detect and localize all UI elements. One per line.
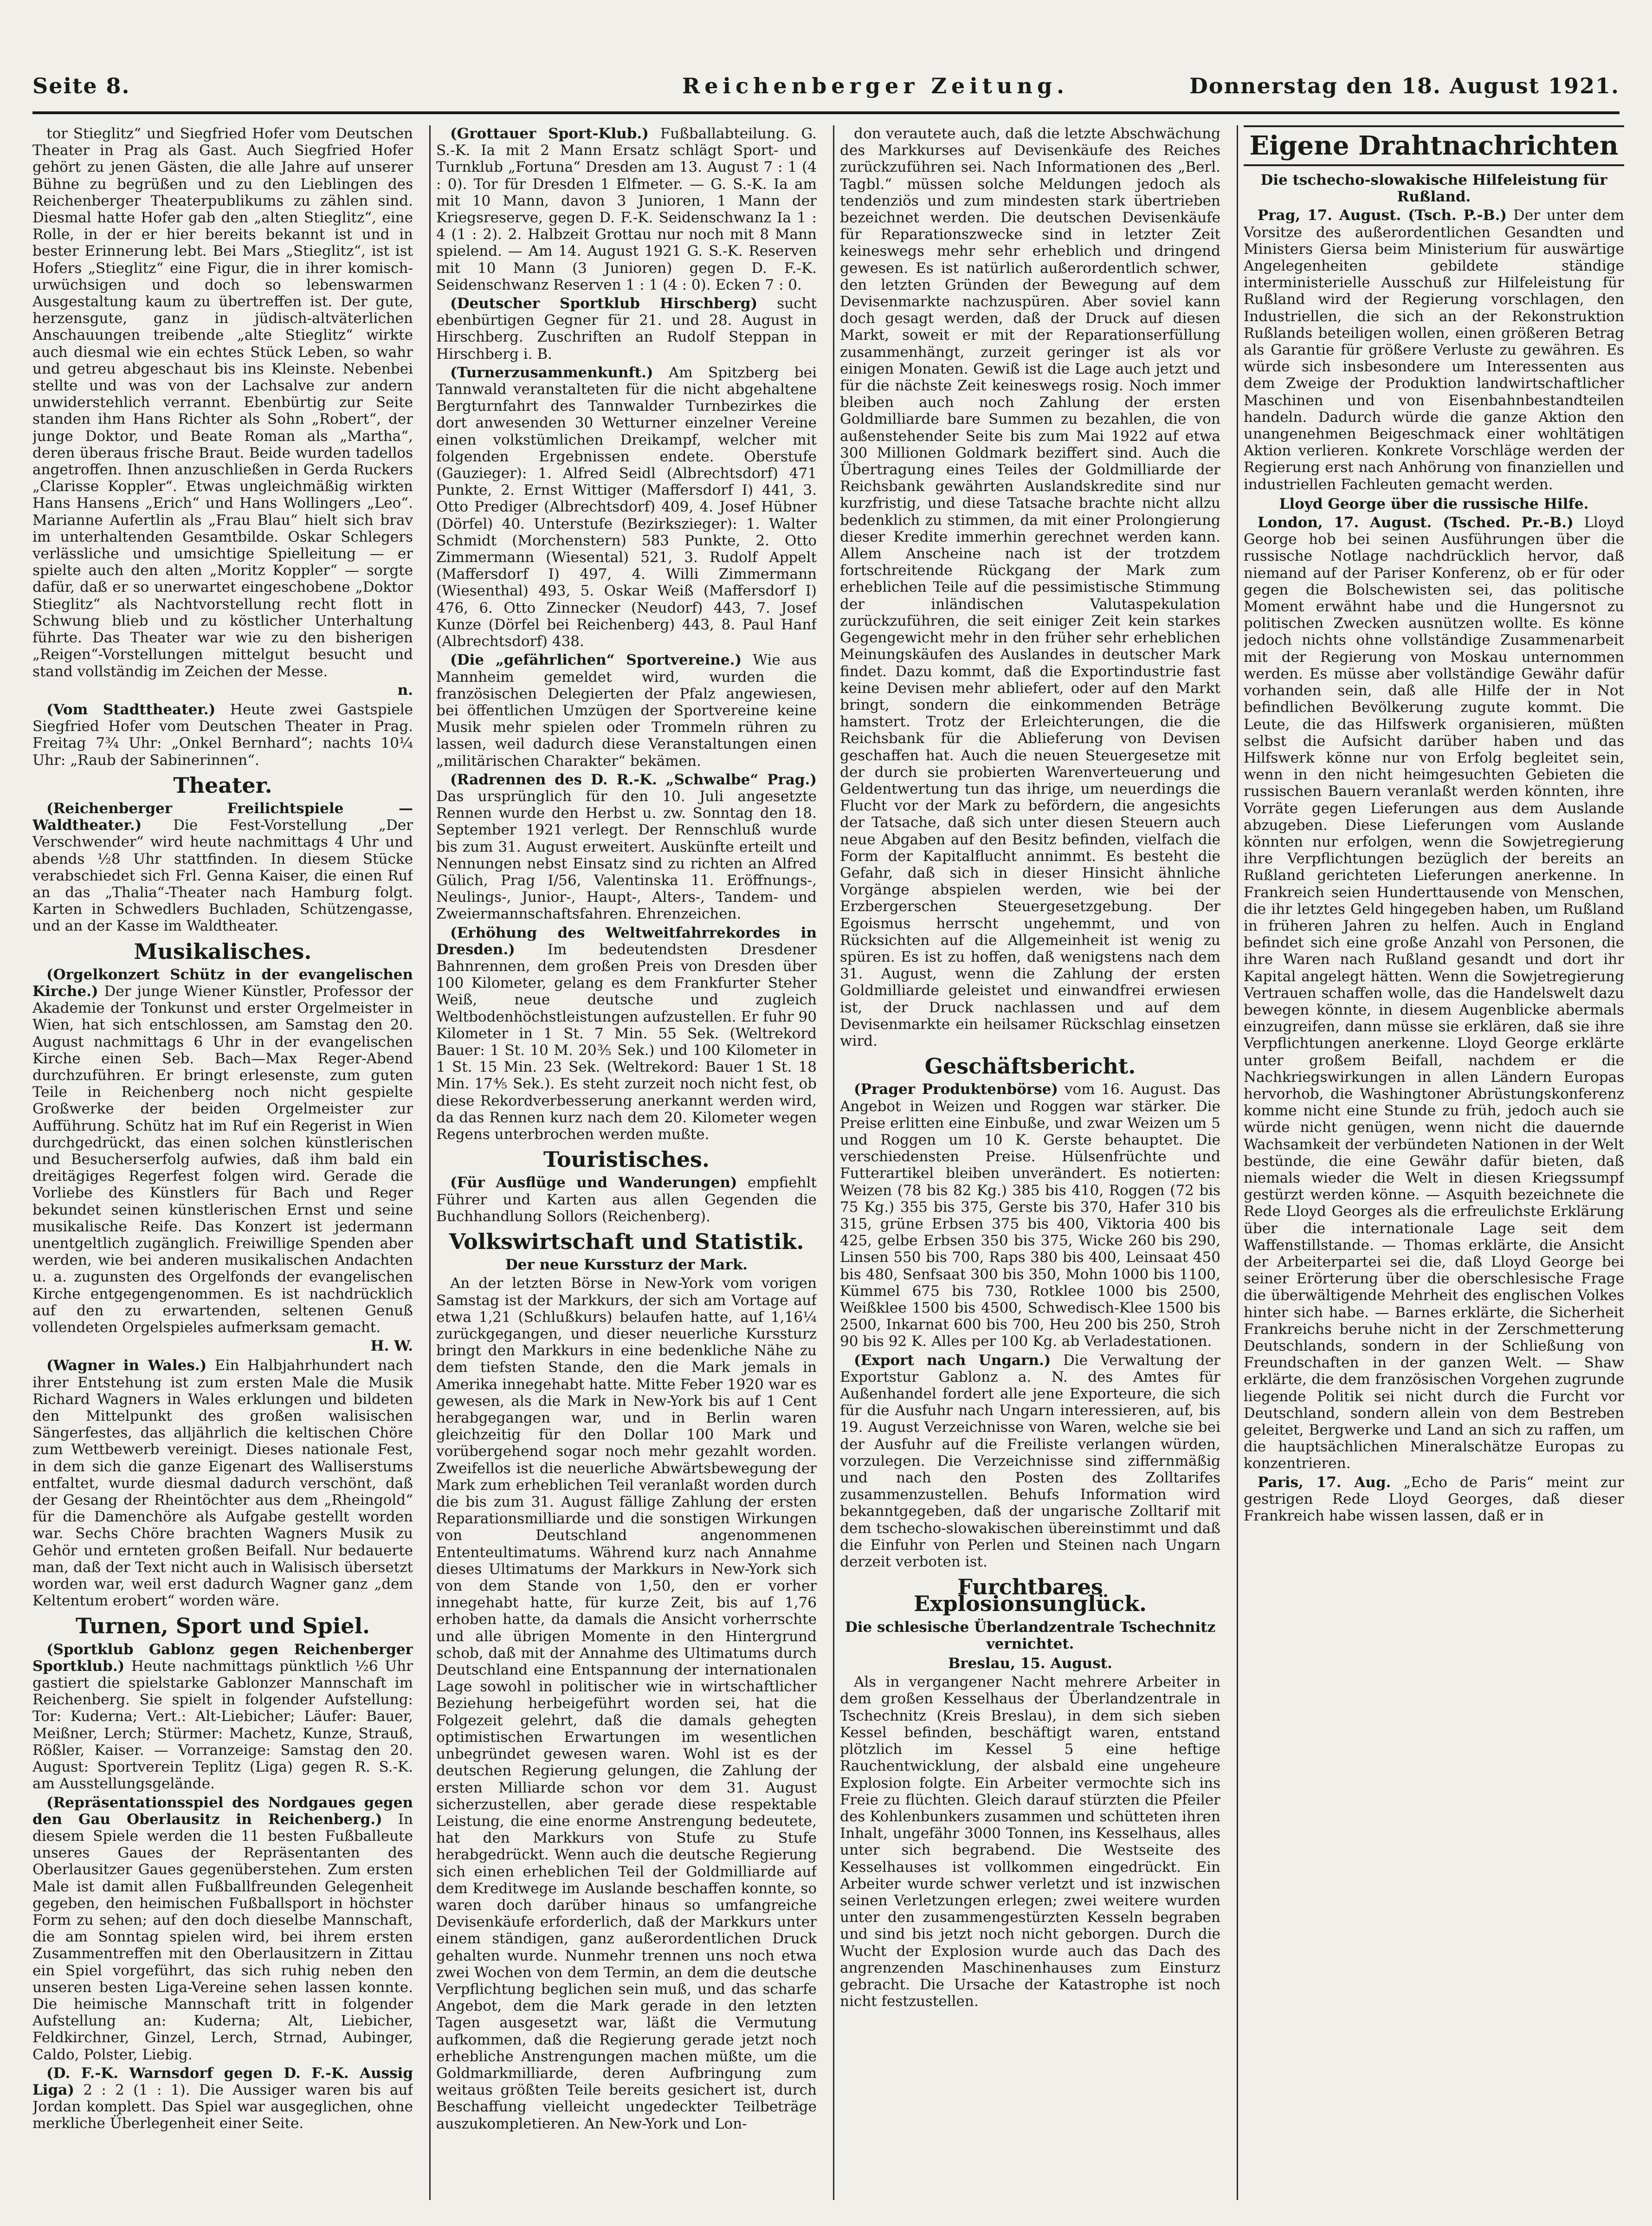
- article-text: Heute zwei Gastspiele Siegfried Hofer vom Deutschen Theater in Prag. Freitag 7¾ Uhr: „Onkel Bernhard“; nachts 10¼ Uhr: „Raub der Sabinerinnen“.: [32, 701, 413, 769]
- article-text: Lloyd George hob bei seinen Ausführungen über die russische Notlage nachdrücklich hervor, daß niemand auf der Pariser Konferenz, ob er für oder gegen die Bolschewisten sei, das politische Moment erwähnt habe und die Hungersnot zu politischen Zwecken ausnützen wollte. Es könne jedoch nichts ohne vollständige Zusammenarbeit mit der Regierung von Moskau unternommen werden. Es müsse aber vollständige Gewähr dafür vorhanden sein, daß alle Hilfe der in Not befindlichen Bevölkerung zugute kommt. Die Leute, die das Hilfswerk organisieren, müßten selbst die Aufsicht darüber haben und das Hilfswerk könne nur von Erfolg begleitet sein, wenn in den nicht heimgesuchten Gebieten die russischen Bauern veranlaßt werden könnten, ihre Vorräte gegen Lieferungen aus dem Auslande abzugeben. Diese Lieferungen vom Auslande könnten nur erfolgen, wenn die Sowjetregierung ihre Verpflichtungen bezüglich der bereits an Rußland gerichteten Lieferungen anerkenne. In Frankreich seien Hunderttausende von Menschen, die ihr letztes Geld hingegeben haben, um Rußland in früheren Jahren zu helfen. Auch in England befindet sich eine große Anzahl von Personen, die ihre Waren nach Rußland gesandt und dort ihr Kapital angelegt hätten. Wenn die Sowjetregierung Vertrauen schaffen wolle, das die Handelswelt dazu bewegen könnte, in diesem Augenblicke abermals einzugreifen, dann müsse sie erklären, daß sie ihre Verpflichtungen anerkenne. Lloyd George erklärte unter großem Beifall, nachdem er die Nachkriegswirkungen in allen Ländern Europas hervorhob, die Washingtoner Abrüstungskonferenz komme nicht eine Stunde zu früh, jedoch auch sie würde nicht genügen, wenn nicht die dauernde Wachsamkeit der verbündeten Nationen in der Welt bestünde, die eine Gewähr dafür bieten, daß niemals wieder die Welt in diesen Kriegssumpf gestürzt werden könne. — Asquith bezeichnete die Rede Lloyd Georges als die erfreulichste Erklärung über die internationale Lage seit dem Waffenstillstande. — Thomas erklärte, die Ansicht der Arbeiterpartei sei die, daß Lloyd George bei seiner Erörterung über die oberschlesische Frage die überwältigende Mehrheit des englischen Volkes hinter sich habe. — Barnes erklärte, die Sicherheit Frankreichs beruhe nicht in der Zerschmetterung Deutschlands, sondern in der Schließung von Freundschaften in der ganzen Welt. — Shaw erklärte, die dem französischen Vorgehen zugrunde liegende Politik sei nicht durch die Furcht vor Deutschland, sondern allein von dem Bestreben geleitet, Bergwerke und Land an sich zu raffen, um die hauptsächlichen Mineralschätze Europas zu konzentrieren.: [1244, 514, 1624, 1472]
- section-heading: Geschäftsbericht.: [924, 1054, 1136, 1079]
- column-divider: [1237, 125, 1238, 2200]
- section-heading: Theater.: [173, 772, 272, 798]
- section-heading: Touristisches.: [543, 1147, 710, 1172]
- article-subheading: Die tschecho-slowakische Hilfeleistung für Rußland.: [1260, 172, 1607, 206]
- article-paragraph: [840, 1081, 1220, 1350]
- article-text: In diesem Spiele werden die 11 besten Fußballeute unseres Gaues der Repräsentanten des Oberlausitzer Gaues gegenüberstehen. Zum ersten Male ist damit allen Fußballfreunden Gelegenheit gegeben, den heimischen Fußballsport in höchster Form zu sehen; auf den doch dieselbe Mannschaft, die am Sonntag spielen wird, bei ihrem ersten Zusammentreffen mit den Oberlausitzern in Zittau ein Spiel vorgeführt, das sich ruhig neben den unseren besten Liga-Vereine sehen lassen konnte. Die heimische Mannschaft tritt in folgender Aufstellung an: Kuderna; Alt, Liebicher, Feldkirchner, Ginzel, Lerch, Strnad, Aubinger, Caldo, Polster, Liebig.: [32, 1811, 413, 2063]
- article-paragraph: [436, 1174, 817, 1225]
- article-text: Wie aus Mannheim gemeldet wird, wurden die französischen Delegierten der Pfalz angewiesen, bei öffentlichen Umzügen der Sportvereine keine Musik mehr spielen oder Trommeln rühren zu lassen, weil dadurch diese Veranstaltungen einen „militärischen Charakter“ bekämen.: [436, 652, 817, 770]
- article-text: Die Fest-Vorstellung „Der Verschwender“ wird heute nachmittags 4 Uhr und abends ½8 Uhr stattfinden. In diesem Stücke verabschiedet sich Frl. Genna Kaiser, die einen Ruf an das „Thalia“-Theater nach Hamburg folgt. Karten in Schwedlers Buchladen, Schützengasse, und an der Kasse im Waldtheater.: [32, 817, 413, 935]
- article-lead: (Grottauer Sport-Klub.): [450, 125, 649, 142]
- article-paragraph: [436, 295, 817, 362]
- article-paragraph: [32, 1794, 413, 2063]
- article-lead: (Die „gefährlichen“ Sportvereine.): [450, 652, 742, 669]
- section-heading: Musikalisches.: [134, 938, 312, 964]
- article-text: Ein Halbjahrhundert nach ihrer Entstehung ist zum ersten Male die Musik Richard Wagners in Wales erklungen und bildeten den Mittelpunkt des großen walisischen Sängerfestes, das alljährlich die keltischen Chöre zum Wettbewerb vereinigt. Dieses nationale Fest, in dem sich die ganze Eigenart des Walliserstums entfaltet, wurde diesmal dadurch verschönt, daß der Gesang der Rheintöchter aus dem „Rheingold“ für die Damenchöre als Aufgabe gestellt worden war. Sechs Chöre brachten Wagners Musik zu Gehör und ernteten großen Beifall. Nur bedauerte man, daß der Text nicht auch in Walisisch übersetzt worden war, weil erst dadurch Wagner ganz „dem Keltentum erobert“ worden wäre.: [32, 1357, 413, 1610]
- article-paragraph: [32, 701, 413, 769]
- article-text: vom 16. August. Das Angebot in Weizen und Roggen war stärker. Die Preise erlitten eine Einbuße, und zwar Weizen um 5 und Roggen um 10 K. Gerste behauptet. Die verschiedensten Preise. Hülsenfrüchte und Futterartikel bleiben unverändert. Es notierten: Weizen (78 bis 82 Kg.) 385 bis 410, Roggen (72 bis 75 Kg.) 355 bis 375, Gerste bis 370, Hafer 310 bis 315, grüne Erbsen 375 bis 400, Viktoria 400 bis 425, gelbe Erbsen 350 bis 375, Wicke 260 bis 290, Linsen 550 bis 700, Raps 380 bis 400, Leinsaat 450 bis 480, Senfsaat 300 bis 350, Mohn 1000 bis 1100, Kümmel 675 bis 730, Rotklee 1000 bis 2500, Weißklee 1500 bis 4500, Schwedisch-Klee 1500 bis 2500, Inkarnat 600 bis 700, Heu 200 bis 250, Stroh 90 bis 92 K. Alles per 100 Kg. ab Verladestationen.: [840, 1081, 1220, 1350]
- article-subheading: Die schlesische Überlandzentrale Tschechnitz vernichtet.: [845, 1618, 1216, 1652]
- article-lead: (Repräsentationsspiel des Nordgaues gegen den Gau Oberlausitz in Reichenberg.): [32, 1794, 413, 1828]
- article-paragraph: [1244, 1474, 1624, 1525]
- article-lead: (Für Ausflüge und Wanderungen): [450, 1174, 737, 1191]
- column-2: [436, 125, 817, 2200]
- article-lead: (Erhöhung des Weltweitfahrrekordes in Dresden.): [436, 924, 817, 958]
- article-lead: London, 17. August. (Tsched. Pr.-B.): [1258, 514, 1574, 531]
- page-header: [32, 70, 1620, 114]
- article-paragraph: [32, 966, 413, 1336]
- column-divider: [429, 125, 431, 2200]
- section-title: Eigene Drahtnachrichten: [1244, 125, 1624, 166]
- article-paragraph: don verautete auch, daß die letzte Abschwächung des Markkurses auf Devisenkäufe des Reiches zurückzuführen sei. Nach Informationen des „Berl. Tagbl.“ müssen solche Meldungen jedoch als tendenziös und zum mindesten stark übertrieben bezeichnet werden. Die deutschen Devisenkäufe für Reparationszwecke sind in letzter Zeit keineswegs mehr sehr erheblich und dringend gewesen. Es ist natürlich außerordentlich schwer, den letzten Gründen der Bewegung auf dem Devisenmarkte nachzuspüren. Aber soviel kann doch gesagt werden, daß der Druck auf diesen Markt, soweit er mit der Reparationserfüllung zusammenhängt, zurzeit geringer ist als vor einigen Monaten. Gewiß ist die Lage auch jetzt und für die nächste Zeit keineswegs rosig. Noch immer bleiben auch noch Zahlung der ersten Goldmilliarde bare Summen zu bezahlen, die von außenstehender Seite bis zum Mai 1922 auf etwa 300 Millionen Goldmark beziffert sind. Auch die Übertragung eines Teiles der Goldmilliarde der Reichsbank gewährten Auslandskredite sind nur kurzfristig, und diese Tatsache brachte nicht allzu bedenklich zu stimmen, da mit einer Prolongierung dieser Kredite immerhin gerechnet werden kann. Allem Anscheine nach ist der trotzdem fortschreitende Rückgang der Mark zum erheblichen Teile auf die pessimistische Stimmung der inländischen Valutaspekulation zurückzuführen, die seit einiger Zeit kein starkes Gegengewicht mehr in den früher sehr erheblichen Meinungskäufen des Auslandes in deutscher Mark findet. Dazu kommt, daß die Exportindustrie fast keine Devisen mehr abliefert, oder auf den Markt bringt, sondern die einkommenden Beträge hamstert. Trotz der Erleichterungen, die die Reichsbank für die Ablieferung von Devisen geschaffen hat. Auch die neuen Steuergesetze mit der durch sie probierten Warenverteuerung und Geldentwertung tun das ihrige, um neuerdings die Flucht vor der Mark zu befördern, die angesichts der Tatsache, daß sich unter diesen Steuern auch neue Abgaben auf den Besitz befinden, vielfach die Form der Kapitalflucht annimmt. Es besteht die Gefahr, daß sich in dieser Hinsicht ähnliche Vorgänge abspielen werden, wie bei der Erzbergerschen Steuergesetzgebung. Der Egoismus herrscht ungehemmt, und von Rücksichten auf die Allgemeinheit ist wenig zu spüren. Es ist zu hoffen, daß wenigstens nach dem 31. August, wenn die Zahlung der ersten Goldmilliarde geleistet und einwandfrei erwiesen ist, der Druck nachlassen und auf dem Devisenmarkte ein heilsamer Rückschlag einsetzen wird.: [840, 125, 1220, 1049]
- article-text: empfiehlt Führer und Karten aus allen Gegenden die Buchhandlung Sollors (Reichenberg).: [436, 1174, 817, 1225]
- article-text: Der unter dem Vorsitze des außerordentlichen Gesandten und Ministers Giersa beim Ministerium für auswärtige Angelegenheiten gebildete ständige interministerielle Ausschuß zur Hilfeleistung für Rußland wird der Regierung vorschlagen, den Industriellen, die sich an der Rekonstruktion Rußlands beteiligen wollen, einen größeren Betrag als Garantie für größere Verluste zu gewähren. Es würde sich insbesondere um Interessenten aus dem Zweige der Produktion landwirtschaftlicher Maschinen und von Eisenbahnbestandteilen handeln. Dadurch würde die ganze Aktion den unangenehmen Beigeschmack einer wohltätigen Aktion verlieren. Konkrete Vorschläge werden der Regierung erst nach Anhörung von finanziellen und industriellen Fachleuten gemacht werden.: [1244, 207, 1624, 493]
- column-1: [32, 125, 413, 2200]
- article-paragraph: [32, 800, 413, 935]
- article-paragraph: [32, 1357, 413, 1609]
- article-text: Im bedeutendsten Dresdener Bahnrennen, dem großen Preis von Dresden über 100 Kilometer, gelang es dem Frankfurter Steher Weiß, neue deutsche und zugleich Weltbodenhöchstleistungen aufzustellen. Er fuhr 90 Kilometer in 1 St. 7 Min. 55 Sek. (Weltrekord Bauer: 1 St. 10 M. 20⅗ Sek.) und 100 Kilometer in 1 St. 15 Min. 23 Sek. (Weltrekord: Bauer 1 St. 18 Min. 17⅘ Sek.). Es steht zurzeit noch nicht fest, ob diese Rekordverbesserung anerkannt werden wird, da das Rennen kurz nach dem 20. Kilometer wegen Regens unterbrochen werden mußte.: [436, 941, 817, 1143]
- article-paragraph: [436, 925, 817, 1143]
- dateline: Breslau, 15. August.: [948, 1655, 1112, 1672]
- article-text: Fußballabteilung. G. S.-K. Ia mit 2 Mann Ersatz schlägt Sport- und Turnklub „Fortuna“ Dresden am 13. August 7 : 1 (4 : 0). Tor für Dresden 1 Elfmeter. — G. S.-K. Ia am mit 10 Mann, davon 3 Junioren, 1 Mann der Kriegsreserve, gegen D. F.-K. Seidenschwanz Ia 1 : 4 (1 : 2). 2. Halbzeit Grottau nur noch mit 8 Mann spielend. — Am 14. August 1921 G. S.-K. Reserven mit 10 Mann (3 Junioren) gegen D. F.-K. Seidenschwanz Reserven 1 : 1 (4 : 0). Ecken 7 : 0.: [436, 125, 817, 293]
- article-paragraph: [32, 1641, 413, 1792]
- column-divider: [833, 125, 834, 2200]
- article-lead: (Orgelkonzert Schütz in der evangelischen Kirche.): [32, 966, 413, 1000]
- article-text: Heute nachmittags pünktlich ½6 Uhr gastiert die spielstarke Gablonzer Mannschaft im Reichenberg. Sie spielt in folgender Aufstellung: Tor: Kuderna; Vert.: Alt-Liebicher; Läufer: Bauer, Meißner, Lerch; Stürmer: Machetz, Kunze, Strauß, Rößler, Kaiser. — Vorranzeige: Samstag den 20. August: Sportverein Teplitz (Liga) gegen R. S.-K. am Ausstellungsgelände.: [32, 1657, 413, 1792]
- article-lead: (D. F.-K. Warnsdorf gegen D. F.-K. Aussig Liga): [32, 2064, 413, 2098]
- column-4: [1244, 125, 1624, 2200]
- article-paragraph: An der letzten Börse in New-York vom vorigen Samstag ist der Markkurs, der sich am Vortage auf etwa 1,21 (Schlußkurs) belaufen hatte, auf 1,16¼ zurückgegangen, und dieser neuerliche Kurssturz bringt den Markkurs in eine bedenkliche Nähe zu dem tiefsten Stande, den die Mark jemals in Amerika innegehabt hatte. Mitte Feber 1920 war es gewesen, als die Mark in New-York bis auf 1 Cent herabgegangen war, und in Berlin waren gleichzeitig für den Dollar 100 Mark und vorübergehend sogar noch mehr gezahlt worden. Zweifellos ist die neuerliche Abwärtsbewegung der Mark zum erheblichen Teil veranlaßt worden durch die bis zum 31. August fällige Zahlung der ersten Reparationsmilliarde und die sonstigen Wirkungen von Deutschland angenommenen Ententeultimatums. Während kurz nach Annahme dieses Ultimatums der Markkurs in New-York sich von dem Stande von 1,50, den er vorher innegehabt hatte, für kurze Zeit, bis auf 1,76 erhoben hatte, da damals die Ansicht vorherrschte und alle übrigen Momente in den Hintergrund schob, daß mit der Annahme des Ultimatums durch Deutschland eine Entspannung der internationalen Lage sowohl in politischer wie in wirtschaftlicher Beziehung herbeigeführt worden sei, hat die Folgezeit gelehrt, daß die damals gehegten optimistischen Erwartungen im wesentlichen unbegründet gewesen waren. Wohl ist es der deutschen Regierung gelungen, die Zahlung der ersten Milliarde schon vor dem 31. August sicherzustellen, aber gerade diese respektable Leistung, die eine enorme Anstrengung bedeutete, hat den Markkurs von Stufe zu Stufe herabgedrückt. Wenn auch die deutsche Regierung sich einen erheblichen Teil der Goldmilliarde auf dem Kreditwege im Auslande beschaffen konnte, so waren doch darüber hinaus so umfangreiche Devisenkäufe erforderlich, daß der Markkurs unter einem ständigen, ganz außerordentlichen Druck gehalten wurde. Nunmehr trennen uns noch etwa zwei Wochen von dem Termin, an dem die deutsche Verpflichtung beglichen sein muß, und das scharfe Angebot, dem die Mark gerade in den letzten Tagen ausgesetzt war, läßt die Vermutung aufkommen, daß die Regierung gerade jetzt noch erhebliche Anstrengungen machen müßte, um die Goldmarkmilliarde, deren Aufbringung zum weitaus größten Teile bereits gesichert ist, durch Beschaffung vielleicht ungedeckter Teilbeträge auszukompletieren. An New-York und Lon-: [436, 1275, 817, 2132]
- article-lead: Paris, 17. Aug.: [1258, 1474, 1391, 1491]
- article-lead: (Wagner in Wales.): [46, 1357, 207, 1374]
- article-signature: H. W.: [370, 1338, 413, 1355]
- page-number: Seite 8.: [32, 73, 130, 98]
- article-text: Am Spitzberg bei Tannwald veranstalteten für die nicht abgehaltene Bergturnfahrt des Tannwalder Turnbezirkes die dort anwesenden 30 Wetturner einzelner Vereine einen volkstümlichen Dreikampf, welcher mit folgenden Ergebnissen endete. Oberstufe (Gauzieger): 1. Alfred Seidl (Albrechtsdorf) 471 Punkte, 2. Ernst Wittiger (Maffersdorf I) 441, 3. Otto Prediger (Albrechtsdorf) 409, 4. Josef Hübner (Dörfel) 40. Unterstufe (Bezirkszieger): 1. Walter Schmidt (Morchenstern) 583 Punkte, 2. Otto Zimmermann (Wiesental) 521, 3. Rudolf Appelt (Maffersdorf I) 497, 4. Willi Zimmermann (Wiesenthal) 493, 5. Oskar Weiß (Maffersdorf I) 476, 6. Otto Zinnecker (Neudorf) 443, 7. Josef Kunze (Dörfel bei Reichenberg) 443, 8. Paul Hanf (Albrechtsdorf) 438.: [436, 364, 817, 650]
- article-text: „Echo de Paris“ meint zur gestrigen Rede Lloyd Georges, daß dieser Frankreich habe wissen lassen, daß er in: [1244, 1474, 1624, 1525]
- article-paragraph: Als in vergangener Nacht mehrere Arbeiter in dem großen Kesselhaus der Überlandzentrale in Tschechnitz (Kreis Breslau), in dem sich sieben Kessel befinden, beschäftigt waren, entstand plötzlich im Kessel 5 eine heftige Rauchentwicklung, der alsbald eine ungeheure Explosion folgte. Ein Arbeiter vermochte sich ins Freie zu flüchten. Gleich darauf stürzten die Pfeiler des Kohlenbunkers zusammen und schütteten ihren Inhalt, ungefähr 3000 Tonnen, ins Kesselhaus, alles unter sich begrabend. Die Westseite des Kesselhauses ist vollkommen eingedrückt. Ein Arbeiter wurde schwer verletzt und ist inzwischen seinen Verletzungen erlegen; zwei weitere wurden unter den zusammengestürzten Kesseln begraben und sind bis jetzt noch nicht geborgen. Durch die Wucht der Explosion wurde auch das Dach des angrenzenden Maschinenhauses zum Einsturz gebracht. Die Ursache der Katastrophe ist noch nicht festzustellen.: [840, 1674, 1220, 2010]
- article-lead: (Turnerzusammenkunft.): [450, 364, 653, 381]
- article-paragraph: [436, 364, 817, 650]
- article-text: Das ursprünglich für den 10. Juli angesetzte Rennen wurde den Herbst u. zw. Sonntag den 18. September 1921 verlegt. Der Rennschluß wurde bis zum 31. August erweitert. Auskünfte erteilt und Nennungen nebst Einsatz sind zu richten an Alfred Gülich, Prag I/56, Valentinska 11. Eröffnungs-, Neulings-, Junior-, Haupt-, Alters-, Tandem- und Zweiermannschaftsfahren. Ehrenzeichen.: [436, 788, 817, 923]
- article-lead: (Prager Produktenbörse): [854, 1081, 1058, 1098]
- article-text: sucht ebenbürtigen Gegner für 21. und 28. August in Hirschberg. Zuschriften an Rudolf Steppan in Hirschberg i. B.: [436, 295, 817, 362]
- article-lead: (Export nach Ungarn.): [854, 1352, 1051, 1369]
- article-paragraph: [436, 125, 817, 293]
- article-paragraph: [436, 652, 817, 769]
- article-subheading: Der neue Kurssturz der Mark.: [505, 1256, 748, 1274]
- article-text: Der junge Wiener Künstler, Professor der Akademie der Tonkunst und erster Orgelmeister in Wien, hat sich entschlossen, am Samstag den 20. August nachmittags 6 Uhr in der evangelischen Kirche einen Seb. Bach—Max Reger-Abend durchzuführen. Er bringt erlesenste, zum guten Teile in Reichenberg noch nicht gespielte Großwerke der beiden Orgelmeister zur Aufführung. Schütz hat im Ruf ein Regerist in Wien durchgedrückt, das einen solchen künstlerischen und Besucherserfolg aufwies, daß ihm bald ein dreitägiges Regerfest folgen wird. Gerade die Vorliebe des Künstlers für Bach und Reger bekundet seinen künstlerischen Ernst und seine musikalische Reife. Das Konzert ist jedermann unentgeltlich zugänglich. Freiwillige Spenden aber werden, wie bei anderen musikalischen Andachten u. a. zugunsten des Orgelfonds der evangelischen Kirche entgegengenommen. Es ist nachdrücklich auf den zu erwartenden, seltenen Genuß vollendeten Orgelspieles aufmerksam gemacht.: [32, 983, 413, 1336]
- article-paragraph: tor Stieglitz“ und Siegfried Hofer vom Deutschen Theater in Prag als Gast. Auch Siegfried Hofer gehört zu jenen Gästen, die alle Jahre auf unserer Bühne zu begrüßen und zu den Lieblingen des Reichenberger Theaterpublikums zu zählen sind. Diesmal hatte Hofer gab den „alten Stieglitz“, eine Rolle, in der er hier bereits bekannt ist und in bester Erinnerung lebt. Bei Mars „Stieglitz“, ist ist Hofers „Stieglitz“ eine Figur, die in ihrer komisch-urwüchsigen und doch so lebenswarmen Ausgestaltung kaum zu übertreffen ist. Der gute, herzensgute, ganz in jüdisch-altväterlichen Anschauungen treibende „alte Stieglitz“ wirkte auch diesmal wie ein echtes Stück Leben, so wahr und getreu abgeschaut bis ins Kleinste. Nebenbei stellte und was von der Lachsalve zur andern unwiderstehlich verrannt. Ebenbürtig zur Seite standen ihm Hans Richter als Sohn „Robert“, der junge Doktor, und Beate Roman als „Martha“, deren überaus frische Braut. Beide wurden tadellos angetroffen. Ihnen anzuschließen in Gerda Ruckers „Clarisse Koppler“. Etwas ungleichmäßig wirkten Hans Hansens „Erich“ und Hans Wollingers „Leo“. Marianne Aufertlin als „Frau Blau“ hielt sich brav im unterhaltenden Gesamtbilde. Oskar Schlegers verlässliche und umsichtige Spielleitung — er spielte auch den alten „Moritz Koppler“ — sorgte dafür, daß er so unerwartet eingeschobene „Doktor Stieglitz“ als Nachtvorstellung recht flott in Schwung blieb und zu köstlicher Unterhaltung führte. Das Theater war wie zu den bisherigen „Reigen“-Vorstellungen mittelgut besucht und stand vollständig im Zeichen der Messe.: [32, 125, 413, 680]
- article-lead: (Radrennen des D. R.-K. „Schwalbe“ Prag.): [450, 771, 817, 788]
- article-lead: (Reichenberger Freilichtspiele — Waldtheater.): [32, 800, 413, 834]
- article-lead: Prag, 17. August. (Tsch. P.-B.): [1258, 207, 1507, 224]
- article-subheading: Lloyd George über die russische Hilfe.: [1279, 495, 1589, 512]
- article-text: Die Verwaltung der Exportstur Gablonz a. N. des Amtes für Außenhandel fordert alle jene Exporteure, die sich für die Ausfuhr nach Ungarn interessieren, auf, bis 19. August Verzeichnisse von Waren, welche sie bei der Ausfuhr auf die Freiliste verlangen würden, vorzulegen. Die Verzeichnisse sind ziffernmäßig und nach den Posten des Zolltarifes zusammenzustellen. Behufs Information wird bekanntgegeben, daß der ungarische Zolltarif mit dem tschecho-slowakischen übereinstimmt und daß die Einfuhr von Perlen und Steinen nach Ungarn derzeit verboten ist.: [840, 1352, 1220, 1571]
- article-paragraph: [840, 1352, 1220, 1571]
- article-paragraph: [32, 2065, 413, 2132]
- section-heading: Turnen, Sport und Spiel.: [75, 1613, 370, 1639]
- article-lead: (Sportklub Gablonz gegen Reichenberger Sportklub.): [32, 1641, 413, 1675]
- article-lead: (Vom Stadttheater.): [46, 701, 216, 718]
- article-paragraph: [1244, 207, 1624, 492]
- column-3: [840, 125, 1220, 2200]
- issue-date: Donnerstag den 18. August 1921.: [1189, 73, 1620, 98]
- section-heading: Volkswirtschaft und Statistik.: [449, 1229, 804, 1254]
- article-paragraph: [1244, 514, 1624, 1472]
- article-paragraph: [436, 771, 817, 923]
- article-lead: (Deutscher Sportklub Hirschberg): [450, 295, 758, 312]
- section-heading: Furchtbares Explosionsunglück.: [913, 1574, 1147, 1617]
- article-text: 2 : 2 (1 : 1). Die Aussiger waren bis auf Jordan komplett. Das Spiel war ausgeglichen, ohne merkliche Überlegenheit einer Seite.: [32, 2081, 413, 2132]
- masthead: Reichenberger Zeitung.: [682, 73, 1069, 98]
- article-signature: n.: [397, 681, 413, 699]
